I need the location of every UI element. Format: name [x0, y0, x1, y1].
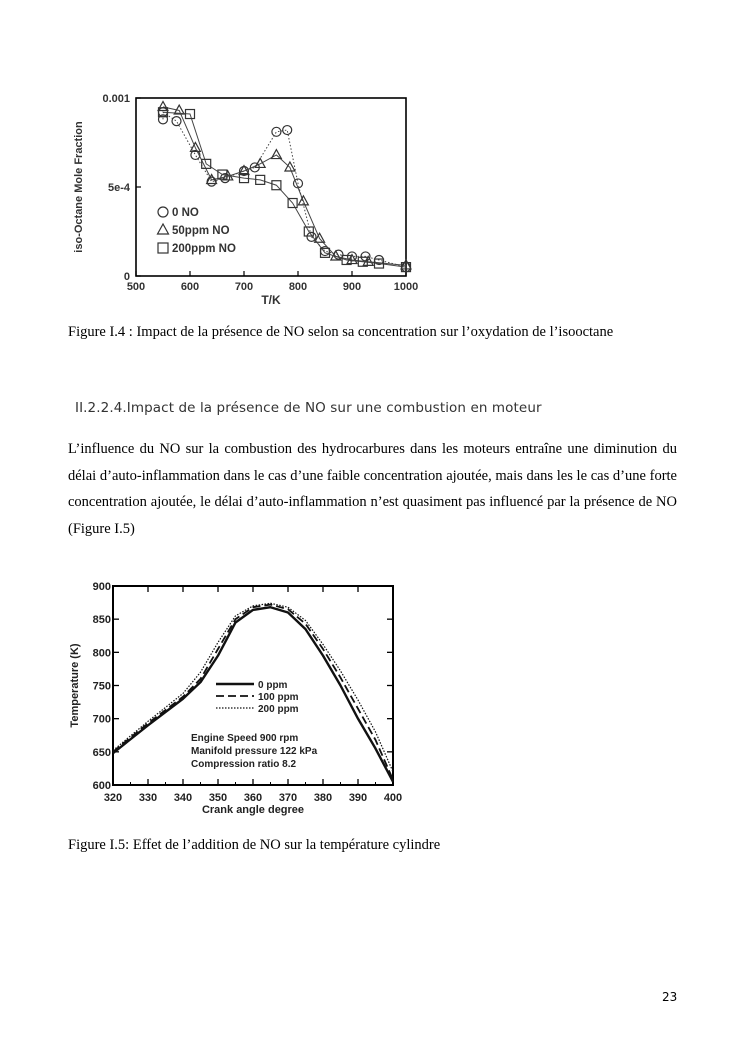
y-axis-label: iso-Octane Mole Fraction — [73, 121, 85, 253]
engine-annotation: Engine Speed 900 rpm — [191, 733, 299, 744]
engine-annotation: Manifold pressure 122 kPa — [191, 746, 318, 757]
y-tick-label: 5e-4 — [107, 182, 130, 194]
x-tick-label: 350 — [208, 792, 228, 804]
legend-label: 200ppm NO — [172, 243, 236, 255]
data-point-circle — [172, 117, 181, 126]
y-tick-label: 750 — [92, 680, 111, 693]
figure-i5-chart — [66, 578, 416, 818]
x-tick-label: 500 — [126, 281, 146, 293]
x-axis-label: T/K — [261, 293, 281, 307]
legend-marker-circle — [158, 207, 168, 217]
x-tick-label: 360 — [243, 792, 263, 804]
x-tick-label: 700 — [234, 281, 254, 293]
legend-label: 50ppm NO — [172, 225, 230, 237]
y-tick-label: 650 — [92, 746, 111, 759]
data-point-circle — [272, 127, 281, 136]
x-tick-label: 400 — [383, 792, 403, 804]
x-tick-label: 600 — [180, 281, 200, 293]
data-point-circle — [283, 126, 292, 135]
y-tick-label: 700 — [92, 713, 111, 726]
legend-label: 100 ppm — [258, 692, 299, 703]
legend-label: 0 NO — [172, 207, 199, 219]
x-tick-label: 800 — [288, 281, 308, 293]
legend-marker-triangle — [158, 224, 169, 234]
x-tick-label: 330 — [138, 792, 158, 804]
x-tick-label: 1000 — [393, 281, 419, 293]
figure-i4-caption: Figure I.4 : Impact de la présence de NO selon sa concentration sur l’oxydation de l’isooctane — [68, 324, 614, 340]
x-axis-label: Crank angle degree — [201, 804, 305, 816]
x-tick-label: 380 — [313, 792, 333, 804]
series-line-triangle — [163, 107, 406, 265]
page-number: 23 — [662, 990, 678, 1004]
y-tick-label: 0 — [123, 271, 130, 283]
figure-i5-caption: Figure I.5: Effet de l’addition de NO sur la température cylindre — [68, 837, 441, 853]
y-tick-label: 0.001 — [102, 93, 130, 105]
data-point-triangle — [285, 162, 295, 171]
figure-i4-chart — [66, 86, 436, 324]
legend-marker-square — [158, 243, 168, 253]
y-tick-label: 800 — [92, 647, 111, 660]
legend-label: 200 ppm — [258, 704, 299, 715]
x-tick-label: 900 — [342, 281, 362, 293]
y-tick-label: 600 — [92, 780, 111, 792]
body-paragraph: L’influence du NO sur la combustion des hydrocarbures dans les moteurs entraîne une diminution du délai d’auto-inflammation dans le cas d’une faible concentration ajoutée, mais dans les le cas d’une forte concentration ajoutée, le délai d’auto-inflammation n’est quasiment pas influencé par la présence de NO (Figure I.5) — [68, 441, 677, 537]
x-tick-label: 340 — [173, 792, 193, 804]
y-tick-label: 850 — [92, 614, 111, 627]
legend-label: 0 ppm — [258, 680, 288, 691]
y-tick-label: 900 — [92, 581, 111, 593]
x-tick-label: 390 — [348, 792, 368, 804]
data-point-circle — [207, 177, 216, 186]
section-heading: II.2.2.4.Impact de la présence de NO sur une combustion en moteur — [75, 400, 542, 416]
engine-annotation: Compression ratio 8.2 — [191, 759, 297, 770]
y-axis-label: Temperature (K) — [69, 643, 81, 728]
x-tick-label: 370 — [278, 792, 298, 804]
x-tick-label: 320 — [103, 792, 123, 804]
